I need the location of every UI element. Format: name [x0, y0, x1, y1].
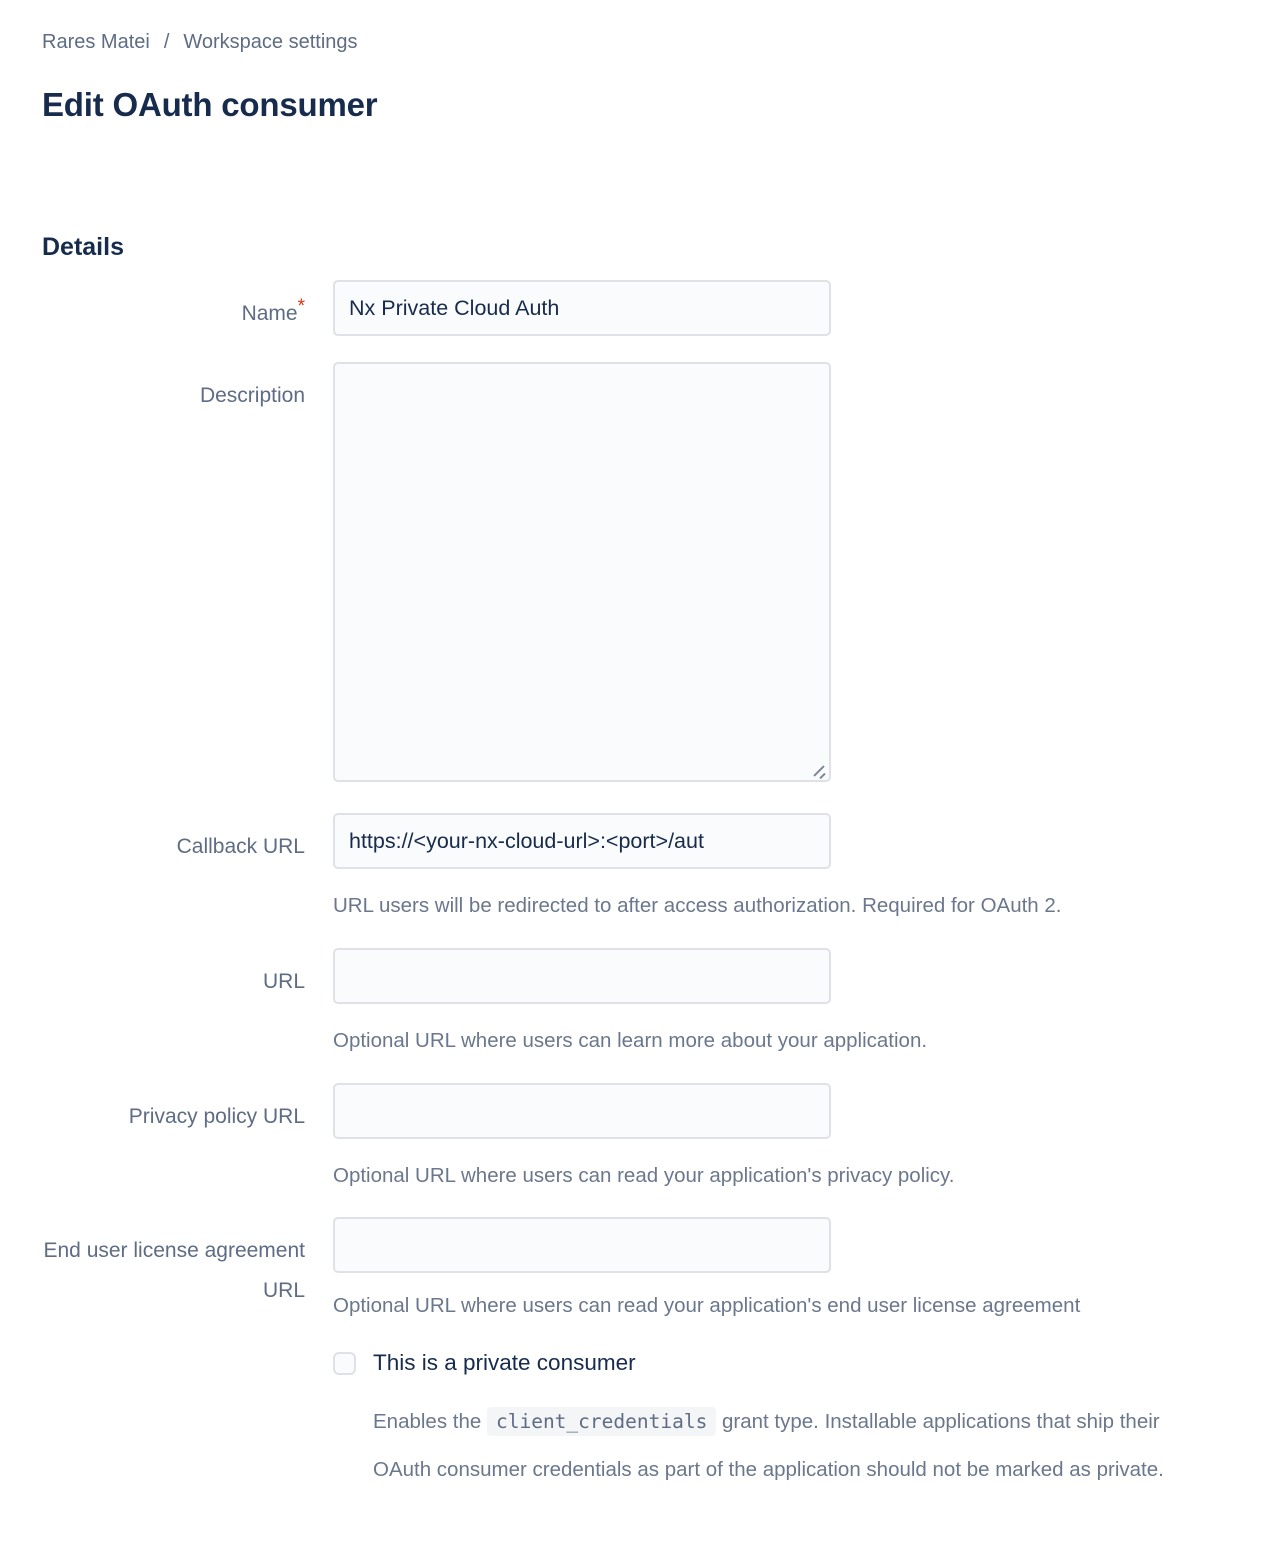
url-input[interactable] [333, 948, 831, 1004]
callback-url-field-label: Callback URL [176, 835, 305, 858]
privacy-policy-url-field-label: Privacy policy URL [128, 1104, 305, 1128]
eula-url-field-cell [333, 1217, 1236, 1322]
url-helper-text: Optional URL where users can learn more about your application. [333, 1028, 928, 1052]
eula-url-input[interactable] [333, 1217, 831, 1273]
privacy-policy-url-helper-text: Optional URL where users can read your application's privacy policy. [333, 1163, 955, 1187]
eula-url-helper-text: Optional URL where users can read your application's end user license agreement [333, 1294, 1081, 1318]
description-textarea[interactable] [333, 362, 831, 782]
private-consumer-row [333, 1350, 1236, 1376]
private-consumer-help-text [373, 1398, 1213, 1494]
callback-url-field-row [42, 813, 1236, 922]
client-credentials-code-chip: client_credentials [487, 1407, 716, 1436]
privacy-policy-url-field-cell [333, 1083, 1236, 1192]
breadcrumb-workspace-link[interactable]: Rares Matei [42, 31, 150, 53]
privacy-policy-url-input[interactable] [333, 1083, 831, 1139]
name-field-label [42, 280, 305, 336]
private-consumer-help-before: Enables the [373, 1410, 487, 1433]
description-field-row [42, 362, 1236, 787]
breadcrumb-separator: / [163, 31, 170, 53]
url-field-row [42, 948, 1236, 1057]
breadcrumb-workspace-settings-link[interactable]: Workspace settings [183, 31, 358, 53]
callback-url-input[interactable] [333, 813, 831, 869]
private-consumer-label[interactable]: This is a private consumer [373, 1350, 636, 1375]
name-field-cell [333, 280, 1236, 336]
privacy-policy-url-field-row [42, 1083, 1236, 1192]
eula-url-field-row [42, 1217, 1236, 1322]
description-field-cell [333, 362, 1236, 787]
name-input[interactable] [333, 280, 831, 336]
textarea-resize-handle-icon[interactable] [810, 763, 826, 779]
page-title: Edit OAuth consumer [42, 86, 378, 123]
details-section-heading: Details [42, 233, 124, 261]
url-field-label: URL [262, 969, 305, 993]
breadcrumb [42, 31, 1236, 54]
oauth-consumer-form [42, 280, 1236, 1494]
description-textarea-wrap [333, 362, 831, 787]
required-asterisk: * [297, 296, 305, 317]
name-field-label-text: Name [241, 302, 298, 325]
private-consumer-checkbox[interactable] [333, 1352, 356, 1375]
callback-url-field-cell [333, 813, 1236, 922]
callback-url-helper-text: URL users will be redirected to after access authorization. Required for OAuth 2. [333, 894, 1062, 917]
name-field-row [42, 280, 1236, 336]
url-field-cell [333, 948, 1236, 1057]
description-field-label: Description [199, 384, 305, 407]
private-consumer-help-after: grant type. Installable applications that ship their OAuth consumer credentials as part of the application should not be marked as private. [373, 1410, 1164, 1481]
eula-url-field-label: End user license agreement URL [43, 1239, 305, 1303]
